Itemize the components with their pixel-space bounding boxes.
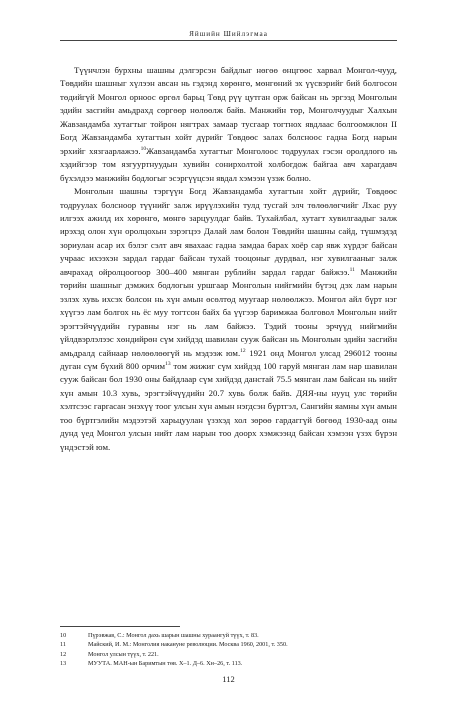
paragraph-2: Монголын шашны тэргүүн Богд Жавзандамба хутагтын хойт дүрийг, Төвдөөс тодруулах болсноор түүнийг залж ирүүлэхийн тулд тусгай элч төлөөлөгчийг Лхас руу илгээх ажилд их хөрөнгө, мөнгө зарцуулдаг байв. Тухайлбал, хутагт хувилгаадыг залж ирэхэд олон хүн оролцохын зэрэгцээ Далай лам болон Төвдийн шашны сайд, түшмэдэд зориулан асар их бэлэг сэлт авч явахаас гадна замдаа барах хоёр сар явж хүрдэг байсан учраас ихээхэн зардал гардаг байсан тухай тооцоныг дурдвал, нэг хувилгааныг залж авчрахад ойролцоогоор 300–400 мянган рублийн зардал гардаг байжээ.$^{11}$ Манжийн төрийн шашныг дэмжих бодлогын уршгаар Монголын нийгмийн бүтэц дэх лам нарын эзлэх хувь ихсэх болсон нь хүн амын өсөлтөд муугаар нөлөөлжээ. Монгол айл бүрт нэг хүүгээ лам болгох нь ёс муу тогтсон байх ба үүгээр баримжаа болговол Монголын нийт эрэгтэйчүүдийн гуравны нэг нь лам байжээ. Тэдий тооны эрчүүд нийгмийн үйлдвэрлэлээс хөндийрөн сүм хийдэд шавилан сууж байсан нь Монголын эдийн засгийн амьдралд сайнаар нөлөөлөөгүй нь мэдээж юм.$^{12}$ 1921 онд Монгол улсад 296012 тооны дуган сүм бүхий 800 орчим$^{13}$ том жижиг сүм хийдэд 100 гаруй мянган лам нар шавилан сууж байсан бол 1930 оны байдлаар сүм хийдэд данстай 75.5 мянган лам байсан нь нийт хүн амын 10.3 хувь, эрэгтэйчүүдийн 20.7 хувь болж байв. ДЯЯ-ны нууц улс төрийн хэлтсээс гаргасан энэхүү тоог улсын хүн амын нэгдсэн бүртгэл, Сангийн яамны хүн амын тоо бүртгэлийн мэдээтэй харьцуулан үзэхэд хол зөрөө гардаггүй бөгөөд 1930-аад оны дунд үед Монгол улсын нийт лам нарын тоо доорх хэмжээнд байсан хэмээн үзэх бүрэн үндэстэй юм. (60, 186, 398, 452)
footnote-number: 11 (60, 641, 66, 649)
footnote-divider (60, 626, 180, 627)
running-header (60, 30, 397, 41)
footnote-number: 10 (60, 632, 67, 639)
footnote-number: 12 (60, 650, 67, 658)
footnote-ref-10[interactable]: 10 (140, 145, 147, 152)
footnote-item (60, 640, 397, 649)
footnote-number: 13 (60, 660, 67, 668)
paragraph-1: Түүнчлэн бурхны шашны дэлгэрсэн байдлыг нөгөө өнцгөөс харвал Монгол-чууд, Төвдийн шашныг хүлээн авсан нь гэдэнд хөрөнгө, мөнгөний эх үүсвэрийг бий болгосон төдийгүй Монгол орноос өргөл барьц Төвд рүү цутган орж байсан нь эргээд Монголын эдийн засгийн амьдрахд сөргөөр нөлөөлж байв. Манжийн төр, Монголчуудыг Халхын Жавзандамба хутагтыг тойрон нягтрах замаар тусгаар тогтнох явдлаас болгоомжлон II Богд Жавзандамба хутагтын хойт дүрийг Төвдөөс залах болсноос гадна Богд нарын эрхийг хязгаарлажээ.$^{10}$Жавзандамба хутагтыг Монголоос тодруулах гэсэн оролдлого нь хэдийгээр том язгууртнуудын хувийн сонирхолтой холбогдож байгаа авч харагдавч бүхэлдээ манжийн бодлогыг эсэргүүцсэн явдал хэмээн үзэж болно. (60, 65, 397, 183)
footnote-item (60, 631, 397, 640)
footnotes (60, 631, 397, 669)
running-header-title: Яйшийн Шийлэгмаа (189, 30, 268, 38)
footnote-text: Монгол улсын түүх, т. 221. (88, 650, 159, 658)
footnote-item (60, 650, 397, 659)
footnote-ref-11[interactable]: 11 (349, 266, 355, 273)
footnote-ref-13[interactable]: 13 (165, 361, 171, 368)
page-number: 112 (222, 674, 235, 684)
footnote-item (60, 659, 397, 668)
footnote-text: МУУТА. МАН-ын Баримтын төв. Х–1. Д–6. Хн–26, т. 113. (88, 660, 243, 668)
footnote-text: Майский, И. М.: Монголия накануне революции. Москва 1960, 2001, т. 350. (88, 641, 288, 649)
footnote-ref-12[interactable]: 12 (240, 347, 246, 354)
main-text (60, 64, 397, 454)
footnote-text: Пүрэвжав, С.: Монгол дахь шарын шашны хураангуй түүх, т. 83. (88, 632, 259, 639)
